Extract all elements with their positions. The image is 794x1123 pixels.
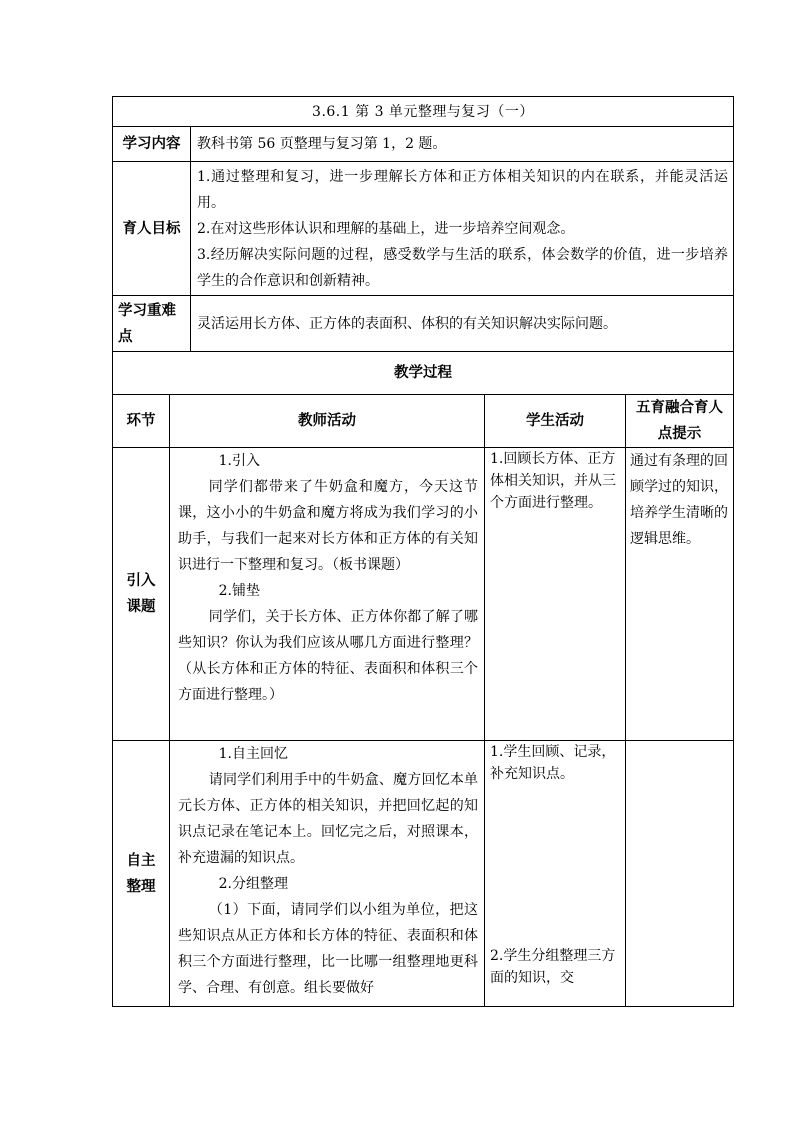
teacher-activity-clip: [178, 741, 478, 1004]
key-points-label: 学习重难点: [113, 296, 191, 352]
goal-item: 1.通过整理和复习，进一步理解长方体和正方体相关知识的内在联系，并能灵活运用。: [197, 168, 728, 211]
column-header-row: [113, 395, 734, 448]
step-text: 请同学们利用手中的牛奶盒、魔方回忆本单元长方体、正方体的相关知识，并把回忆起的知识点记录在笔记本上。回忆完之后，对照课本，补充遗漏的知识点。: [178, 772, 478, 866]
content-row: [113, 127, 734, 162]
step-heading: 2.分组整理: [218, 876, 288, 892]
content-text: 教科书第 56 页整理与复习第 1，2 题。: [191, 127, 734, 162]
key-points-text: 灵活运用长方体、正方体的表面积、体积的有关知识解决实际问题。: [191, 296, 734, 352]
step-text: 同学们，关于长方体、正方体你都了解了哪些知识？你认为我们应该从哪几方面进行整理？（从长方体和正方体的特征、表面积和体积三个方面进行整理。）: [178, 609, 478, 703]
goals-text: [191, 162, 734, 296]
header-student: 学生活动: [485, 395, 626, 448]
step-heading: 2.铺垫: [218, 583, 260, 599]
header-teacher: 教师活动: [170, 395, 485, 448]
header-stage: 环节: [113, 395, 170, 448]
step-heading: 1.自主回忆: [218, 746, 288, 762]
goal-item: 3.经历解决实际问题的过程，感受数学与生活的联系，体会数学的价值，进一步培养学生的合作意识和创新精神。: [197, 246, 728, 289]
lesson-plan-page: [112, 96, 733, 1007]
step-text: 同学们都带来了牛奶盒和魔方，今天这节课，这小小的牛奶盒和魔方将成为我们学习的小助手，与我们一起来对长方体和正方体的有关知识进行一下整理和复习。（板书课题）: [178, 479, 478, 573]
teacher-activity: [170, 448, 485, 741]
header-fiveyu: 五育融合育人点提示: [626, 395, 734, 448]
student-activity: [485, 741, 626, 1007]
content-label: 学习内容: [113, 127, 191, 162]
stage-label: 引入课题: [113, 448, 170, 741]
key-points-row: [113, 296, 734, 352]
lesson-plan-table: [112, 96, 734, 1007]
student-activity-clip: [490, 741, 621, 1004]
process-title: 教学过程: [113, 352, 734, 395]
lesson-title: 3.6.1 第 3 单元整理与复习（一）: [113, 97, 734, 127]
student-item: 2.学生分组整理三方面的知识，交: [490, 948, 616, 986]
process-title-row: [113, 352, 734, 395]
stage-label: 自主整理: [113, 741, 170, 1007]
goals-label: 育人目标: [113, 162, 191, 296]
section-row-intro: [113, 448, 734, 741]
goal-item: 2.在对这些形体认识和理解的基础上，进一步培养空间观念。: [197, 220, 575, 237]
fiveyu-hint: 通过有条理的回顾学过的知识，培养学生清晰的逻辑思维。: [626, 448, 734, 741]
student-item: 1.学生回顾、记录，补充知识点。: [490, 744, 616, 782]
section-row-organize: [113, 741, 734, 1007]
step-text: （1）下面，请同学们以小组为单位，把这些知识点从正方体和长方体的特征、表面积和体积三个方面进行整理，比一比哪一组整理地更科学、合理、有创意。组长要做好: [178, 902, 478, 996]
teacher-activity: [170, 741, 485, 1007]
fiveyu-hint: [626, 741, 734, 1007]
student-activity: 1.回顾长方体、正方体相关知识，并从三个方面进行整理。: [485, 448, 626, 741]
goals-row: [113, 162, 734, 296]
title-row: [113, 97, 734, 127]
step-heading: 1.引入: [218, 453, 260, 469]
